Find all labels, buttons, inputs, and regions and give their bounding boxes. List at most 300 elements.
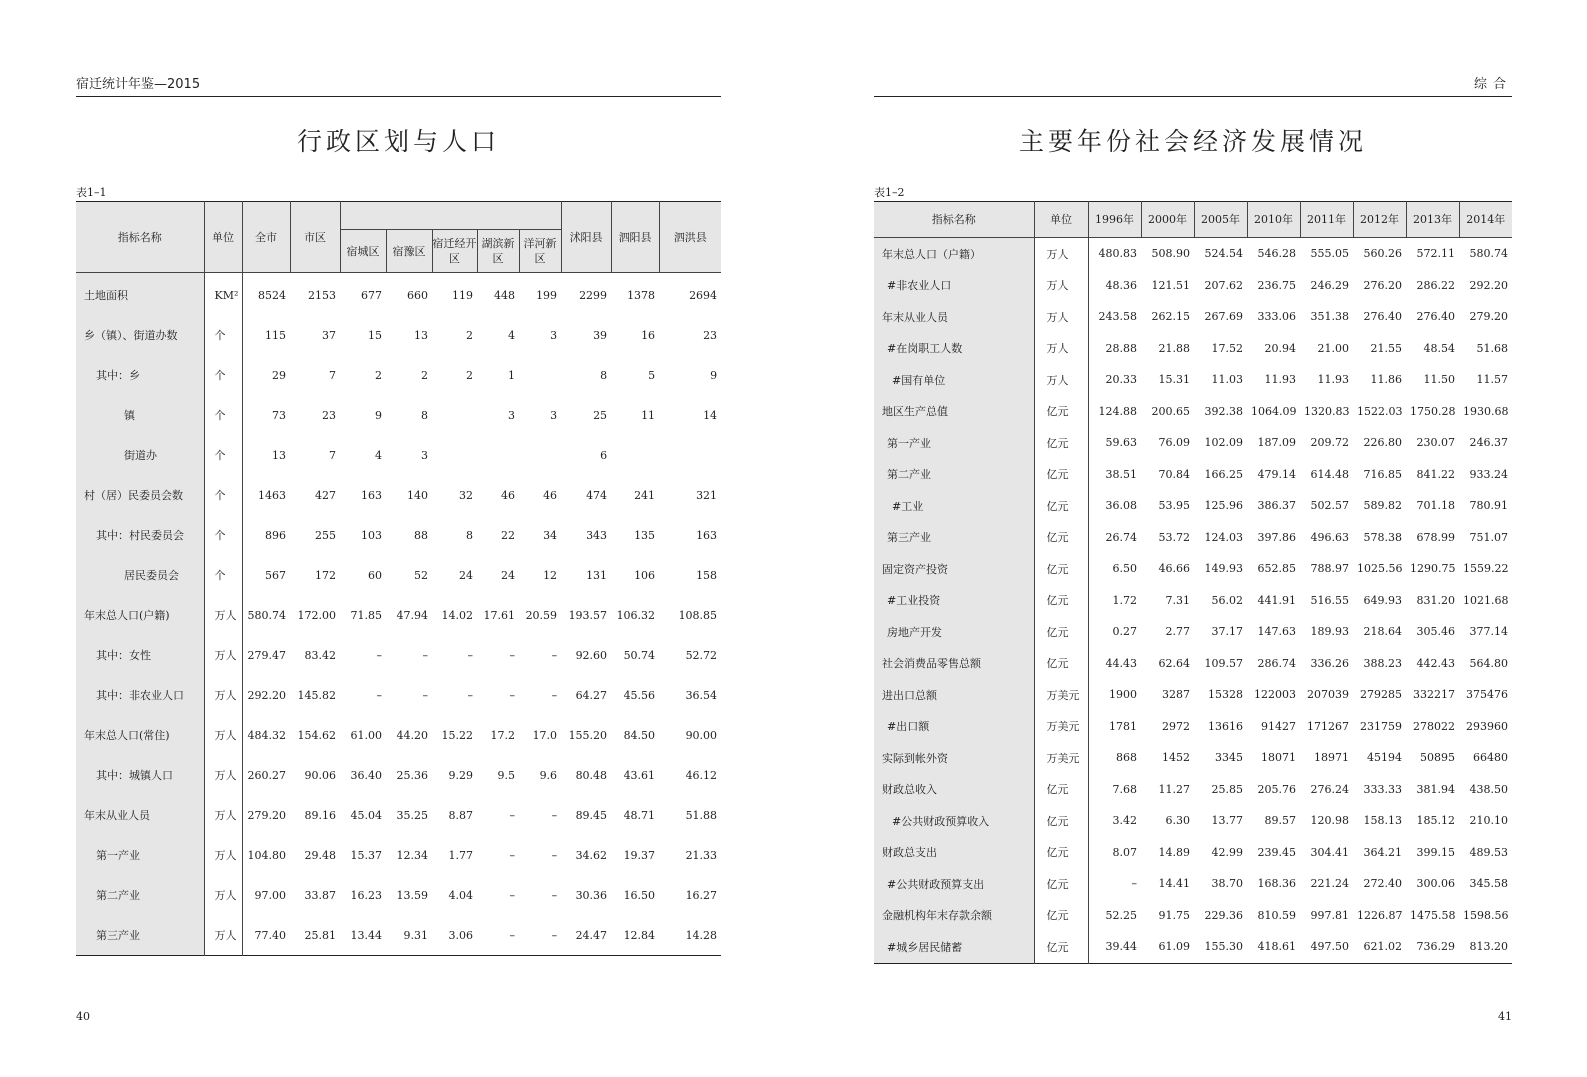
- cell-value: 13.59: [396, 888, 428, 902]
- cell-value: 45.04: [350, 808, 382, 822]
- cell-value: 18971: [1314, 751, 1349, 765]
- cell-value: 1226.87: [1357, 908, 1403, 922]
- row-unit: 万人: [1034, 364, 1088, 396]
- cell-value: 2299: [579, 288, 608, 302]
- cell-value: 17.2: [490, 728, 515, 742]
- cell-value: 12.84: [623, 928, 656, 942]
- cell-value: 9: [710, 368, 718, 382]
- cell-value: 660: [407, 288, 428, 302]
- row-label: #国有单位: [874, 364, 1034, 396]
- cell-value: –: [551, 928, 558, 942]
- cell-value: 189.93: [1310, 625, 1349, 639]
- row-label: 乡（镇）、街道办数: [76, 315, 204, 355]
- cell-value: 381.94: [1416, 782, 1455, 796]
- row-unit: 亿元: [1034, 459, 1088, 491]
- cell-value: 76.09: [1158, 436, 1190, 450]
- table-row: [76, 635, 721, 675]
- cell-value: 23: [703, 328, 718, 342]
- table-row: [874, 774, 1512, 806]
- cell-value: 46: [543, 488, 558, 502]
- cell-value: 7.31: [1165, 593, 1190, 607]
- cell-value: 56.02: [1211, 593, 1243, 607]
- cell-value: 479.14: [1257, 467, 1296, 481]
- row-unit: 个: [204, 355, 242, 395]
- row-label: 固定资产投资: [874, 553, 1034, 585]
- cell-value: 23: [322, 408, 336, 422]
- table-label-right: 表1–2: [874, 186, 905, 199]
- cell-value: –: [509, 808, 515, 822]
- cell-value: 388.23: [1363, 656, 1402, 670]
- cell-value: 90.00: [685, 728, 718, 742]
- table-row: [76, 835, 721, 875]
- cell-value: 15328: [1208, 688, 1243, 702]
- cell-value: 15: [368, 328, 382, 342]
- row-label: #非农业人口: [874, 270, 1034, 302]
- header-sihong: 泗洪县: [659, 202, 721, 273]
- cell-value: 125.96: [1204, 499, 1243, 513]
- left-page: [76, 0, 721, 1077]
- cell-value: 106: [634, 568, 656, 582]
- cell-value: 60: [368, 568, 382, 582]
- cell-value: 246.37: [1469, 436, 1508, 450]
- cell-value: 71.85: [350, 608, 382, 622]
- cell-value: 1064.09: [1251, 404, 1297, 418]
- header-year: 2000年: [1141, 202, 1194, 238]
- row-unit: 万人: [204, 835, 242, 875]
- cell-value: 13616: [1208, 719, 1243, 733]
- row-unit: 亿元: [1034, 868, 1088, 900]
- cell-value: 80.48: [575, 768, 608, 782]
- row-unit: 亿元: [1034, 837, 1088, 869]
- cell-value: 25.36: [396, 768, 428, 782]
- cell-value: 2: [421, 368, 428, 382]
- cell-value: 42.99: [1211, 845, 1243, 859]
- cell-value: –: [509, 888, 515, 902]
- cell-value: 736.29: [1416, 940, 1455, 954]
- cell-value: 1025.56: [1357, 562, 1403, 576]
- cell-value: –: [551, 808, 558, 822]
- cell-value: –: [551, 688, 558, 702]
- cell-value: [432, 395, 477, 435]
- cell-value: 3: [550, 328, 558, 342]
- cell-value: –: [509, 928, 515, 942]
- cell-value: 64.27: [575, 688, 608, 702]
- cell-value: 276.40: [1363, 310, 1402, 324]
- cell-value: –: [467, 648, 473, 662]
- header-dev-zone: 宿迁经开区: [432, 230, 477, 273]
- cell-value: 37.17: [1211, 625, 1243, 639]
- cell-value: 788.97: [1310, 562, 1349, 576]
- cell-value: 89.16: [304, 808, 336, 822]
- cell-value: 209.72: [1310, 436, 1349, 450]
- cell-value: 399.15: [1416, 845, 1455, 859]
- table-row: [76, 755, 721, 795]
- cell-value: 135: [634, 528, 656, 542]
- cell-value: 48.54: [1423, 341, 1455, 355]
- cell-value: 1378: [627, 288, 656, 302]
- row-unit: 个: [204, 515, 242, 555]
- cell-value: 272.40: [1363, 877, 1402, 891]
- cell-value: 185.12: [1416, 814, 1455, 828]
- row-label: 房地产开发: [874, 616, 1034, 648]
- cell-value: 70.84: [1158, 467, 1190, 481]
- header-year: 2010年: [1247, 202, 1300, 238]
- cell-value: 109.57: [1204, 656, 1243, 670]
- cell-value: –: [551, 648, 558, 662]
- cell-value: 193.57: [568, 608, 608, 622]
- page-title-right: 主要年份社会经济发展情况: [1018, 127, 1367, 156]
- cell-value: 229.36: [1204, 908, 1243, 922]
- cell-value: 50.74: [623, 648, 656, 662]
- cell-value: –: [422, 648, 428, 662]
- cell-value: [611, 435, 659, 475]
- cell-value: 375476: [1466, 688, 1508, 702]
- cell-value: 120.98: [1310, 814, 1349, 828]
- cell-value: 14.02: [441, 608, 473, 622]
- cell-value: 46.12: [685, 768, 718, 782]
- cell-value: 9.5: [497, 768, 515, 782]
- row-label: 第三产业: [76, 915, 204, 956]
- cell-value: 38.70: [1211, 877, 1243, 891]
- cell-value: 154.62: [297, 728, 336, 742]
- cell-value: 11.93: [1264, 373, 1296, 387]
- cell-value: 9.6: [539, 768, 558, 782]
- cell-value: 124.88: [1098, 404, 1137, 418]
- cell-value: 276.40: [1416, 310, 1455, 324]
- cell-value: 1522.03: [1357, 404, 1403, 418]
- cell-value: 292.20: [247, 688, 286, 702]
- header-unit: 单位: [204, 202, 242, 273]
- cell-value: 7.68: [1112, 782, 1137, 796]
- cell-value: 3: [421, 448, 428, 462]
- cell-value: 15.37: [350, 848, 382, 862]
- table-row: [76, 555, 721, 595]
- table-row: [76, 315, 721, 355]
- cell-value: 25.81: [304, 928, 336, 942]
- cell-value: 20.94: [1264, 341, 1296, 355]
- cell-value: 12.34: [396, 848, 428, 862]
- cell-value: 44.43: [1105, 656, 1137, 670]
- row-unit: 个: [204, 475, 242, 515]
- cell-value: 243.58: [1098, 310, 1137, 324]
- cell-value: 11.03: [1211, 373, 1243, 387]
- cell-value: 187.09: [1257, 436, 1296, 450]
- cell-value: 46: [501, 488, 515, 502]
- cell-value: 104.80: [247, 848, 286, 862]
- socio-economic-table: [874, 201, 1512, 964]
- cell-value: 278022: [1413, 719, 1455, 733]
- cell-value: 11.93: [1317, 373, 1349, 387]
- cell-value: 8: [421, 408, 428, 422]
- row-label: #工业: [874, 490, 1034, 522]
- cell-value: 441.91: [1257, 593, 1296, 607]
- row-unit: 万人: [204, 635, 242, 675]
- row-unit: 亿元: [1034, 396, 1088, 428]
- table-row: [874, 427, 1512, 459]
- row-label: #工业投资: [874, 585, 1034, 617]
- cell-value: 15.22: [441, 728, 473, 742]
- row-unit: 个: [204, 395, 242, 435]
- cell-value: 145.82: [297, 688, 336, 702]
- cell-value: 621.02: [1363, 940, 1402, 954]
- cell-value: 896: [265, 528, 286, 542]
- header-indicator: 指标名称: [76, 202, 204, 273]
- table-row: [76, 595, 721, 635]
- cell-value: 841.22: [1416, 467, 1455, 481]
- cell-value: 255: [315, 528, 336, 542]
- row-label: 其中：女性: [76, 635, 204, 675]
- row-label: 居民委员会: [76, 555, 204, 595]
- cell-value: 343: [586, 528, 608, 542]
- table-row: [76, 475, 721, 515]
- cell-value: 5: [648, 368, 656, 382]
- table-row: [874, 238, 1512, 270]
- table-row: [874, 805, 1512, 837]
- row-label: 第一产业: [76, 835, 204, 875]
- row-unit: 个: [204, 315, 242, 355]
- cell-value: 9.31: [403, 928, 428, 942]
- row-unit: 亿元: [1034, 931, 1088, 963]
- cell-value: 16.23: [350, 888, 382, 902]
- row-unit: 亿元: [1034, 616, 1088, 648]
- row-label: 其中：乡: [76, 355, 204, 395]
- row-label: 年末总人口(常住): [76, 715, 204, 755]
- header-year: 2011年: [1300, 202, 1353, 238]
- cell-value: 207.62: [1204, 278, 1243, 292]
- cell-value: 1: [508, 368, 515, 382]
- table-row: [874, 270, 1512, 302]
- header-siyang: 泗阳县: [611, 202, 659, 273]
- cell-value: 555.05: [1310, 247, 1349, 261]
- cell-value: 1781: [1109, 719, 1137, 733]
- row-label: 年末从业人员: [874, 301, 1034, 333]
- cell-value: 831.20: [1416, 593, 1455, 607]
- row-label: 其中：村民委员会: [76, 515, 204, 555]
- table-row: [76, 675, 721, 715]
- row-label: 年末总人口（户籍）: [874, 238, 1034, 270]
- cell-value: [659, 435, 721, 475]
- cell-value: 17.61: [483, 608, 515, 622]
- row-label: 进出口总额: [874, 679, 1034, 711]
- cell-value: 2: [466, 368, 473, 382]
- row-unit: 亿元: [1034, 427, 1088, 459]
- cell-value: 933.24: [1469, 467, 1508, 481]
- cell-value: 2153: [308, 288, 336, 302]
- row-label: 第三产业: [874, 522, 1034, 554]
- cell-value: 172.00: [297, 608, 336, 622]
- cell-value: 11.50: [1423, 373, 1455, 387]
- row-label: 其中：城镇人口: [76, 755, 204, 795]
- cell-value: 1320.83: [1304, 404, 1350, 418]
- cell-value: 286.22: [1416, 278, 1455, 292]
- cell-value: 8: [466, 528, 473, 542]
- cell-value: 39.44: [1105, 940, 1137, 954]
- cell-value: 11.57: [1476, 373, 1508, 387]
- cell-value: 239.45: [1257, 845, 1296, 859]
- cell-value: 231759: [1360, 719, 1402, 733]
- cell-value: 332217: [1413, 688, 1455, 702]
- cell-value: 20.59: [525, 608, 558, 622]
- cell-value: 52.25: [1105, 908, 1137, 922]
- cell-value: 121.51: [1151, 278, 1190, 292]
- running-head-right: 综合: [874, 76, 1512, 97]
- cell-value: 59.63: [1105, 436, 1137, 450]
- cell-value: 16.27: [685, 888, 718, 902]
- row-label: 其中：非农业人口: [76, 675, 204, 715]
- cell-value: 304.41: [1310, 845, 1349, 859]
- cell-value: 336.26: [1310, 656, 1349, 670]
- cell-value: 6: [600, 448, 608, 462]
- cell-value: 701.18: [1416, 499, 1455, 513]
- header-year: 2014年: [1459, 202, 1512, 238]
- row-label: 年末从业人员: [76, 795, 204, 835]
- cell-value: 2.77: [1165, 625, 1190, 639]
- page-title-left: 行政区划与人口: [296, 127, 500, 156]
- cell-value: 43.61: [623, 768, 656, 782]
- cell-value: 502.57: [1310, 499, 1349, 513]
- cell-value: 810.59: [1257, 908, 1296, 922]
- table-row: [874, 742, 1512, 774]
- cell-value: 36.54: [685, 688, 718, 702]
- cell-value: 3345: [1215, 751, 1243, 765]
- row-label: 村（居）民委员会数: [76, 475, 204, 515]
- cell-value: 163: [696, 528, 718, 542]
- cell-value: 677: [361, 288, 382, 302]
- cell-value: 1021.68: [1463, 593, 1509, 607]
- row-label: 街道办: [76, 435, 204, 475]
- table-body-left: [76, 273, 721, 956]
- cell-value: 26.74: [1105, 530, 1137, 544]
- cell-value: 427: [315, 488, 336, 502]
- cell-value: 438.50: [1469, 782, 1508, 796]
- cell-value: 580.74: [1469, 247, 1508, 261]
- cell-value: 158.13: [1363, 814, 1402, 828]
- cell-value: 418.61: [1257, 940, 1296, 954]
- header-unit: 单位: [1034, 202, 1088, 238]
- row-unit: 万人: [1034, 333, 1088, 365]
- table-row: [874, 931, 1512, 963]
- cell-value: 61.09: [1158, 940, 1190, 954]
- table-row: [76, 915, 721, 956]
- cell-value: 37: [322, 328, 336, 342]
- cell-value: 516.55: [1310, 593, 1349, 607]
- cell-value: 6.50: [1112, 562, 1137, 576]
- cell-value: 16.50: [623, 888, 656, 902]
- row-label: 土地面积: [76, 273, 204, 316]
- cell-value: 199: [536, 288, 558, 302]
- cell-value: 230.07: [1416, 436, 1455, 450]
- row-unit: 亿元: [1034, 774, 1088, 806]
- row-label: #在岗职工人数: [874, 333, 1034, 365]
- row-unit: 万美元: [1034, 711, 1088, 743]
- cell-value: 47.94: [396, 608, 428, 622]
- row-label: 第二产业: [874, 459, 1034, 491]
- cell-value: 567: [265, 568, 286, 582]
- cell-value: 24.47: [575, 928, 608, 942]
- table-row: [874, 364, 1512, 396]
- cell-value: 155.30: [1204, 940, 1243, 954]
- row-unit: 万人: [1034, 301, 1088, 333]
- cell-value: 48.36: [1105, 278, 1137, 292]
- cell-value: 578.38: [1363, 530, 1402, 544]
- cell-value: 21.88: [1158, 341, 1190, 355]
- table-row: [874, 553, 1512, 585]
- table-row: [874, 711, 1512, 743]
- cell-value: 8.07: [1112, 845, 1137, 859]
- cell-value: 51.88: [685, 808, 718, 822]
- cell-value: 2: [375, 368, 382, 382]
- cell-value: 221.24: [1310, 877, 1349, 891]
- cell-value: 1559.22: [1463, 562, 1509, 576]
- cell-value: 45194: [1367, 751, 1402, 765]
- cell-value: 484.32: [247, 728, 286, 742]
- cell-value: 293960: [1466, 719, 1508, 733]
- cell-value: 364.21: [1363, 845, 1402, 859]
- cell-value: 11.86: [1370, 373, 1402, 387]
- cell-value: –: [376, 648, 382, 662]
- cell-value: 17.0: [532, 728, 558, 742]
- table-row: [874, 868, 1512, 900]
- cell-value: 14.28: [685, 928, 718, 942]
- cell-value: 131: [586, 568, 608, 582]
- cell-value: 115: [265, 328, 286, 342]
- row-label: 社会消费品零售总额: [874, 648, 1034, 680]
- cell-value: 496.63: [1310, 530, 1349, 544]
- header-suyu: 宿豫区: [386, 230, 432, 273]
- header-year: 2012年: [1353, 202, 1406, 238]
- table-row: [874, 522, 1512, 554]
- row-label: 实际到帐外资: [874, 742, 1034, 774]
- cell-value: 18071: [1261, 751, 1296, 765]
- cell-value: 397.86: [1257, 530, 1296, 544]
- row-label: 第二产业: [76, 875, 204, 915]
- row-label: 财政总收入: [874, 774, 1034, 806]
- cell-value: 28.88: [1105, 341, 1137, 355]
- table-row: [874, 679, 1512, 711]
- cell-value: 29: [272, 368, 286, 382]
- cell-value: 9.29: [448, 768, 473, 782]
- cell-value: 8.87: [448, 808, 473, 822]
- cell-value: 51.68: [1476, 341, 1508, 355]
- cell-value: 171267: [1307, 719, 1349, 733]
- cell-value: 279285: [1360, 688, 1402, 702]
- cell-value: 8524: [258, 288, 286, 302]
- cell-value: 560.26: [1363, 247, 1402, 261]
- cell-value: 997.81: [1310, 908, 1349, 922]
- table-row: [874, 459, 1512, 491]
- cell-value: 377.14: [1469, 625, 1508, 639]
- row-label: #出口额: [874, 711, 1034, 743]
- cell-value: 300.06: [1416, 877, 1455, 891]
- row-label: #城乡居民储蓄: [874, 931, 1034, 963]
- row-unit: 万人: [204, 875, 242, 915]
- cell-value: 1900: [1109, 688, 1137, 702]
- cell-value: 1463: [258, 488, 286, 502]
- cell-value: 589.82: [1363, 499, 1402, 513]
- row-unit: 亿元: [1034, 805, 1088, 837]
- row-unit: 万人: [204, 595, 242, 635]
- cell-value: 168.36: [1257, 877, 1296, 891]
- cell-value: [432, 435, 477, 475]
- table-row: [874, 648, 1512, 680]
- right-page: [874, 0, 1512, 1077]
- cell-value: 32: [459, 488, 473, 502]
- cell-value: 3.42: [1112, 814, 1137, 828]
- cell-value: 89.45: [575, 808, 608, 822]
- page-number-left: 40: [76, 1010, 90, 1023]
- cell-value: 12: [543, 568, 558, 582]
- table-row: [874, 616, 1512, 648]
